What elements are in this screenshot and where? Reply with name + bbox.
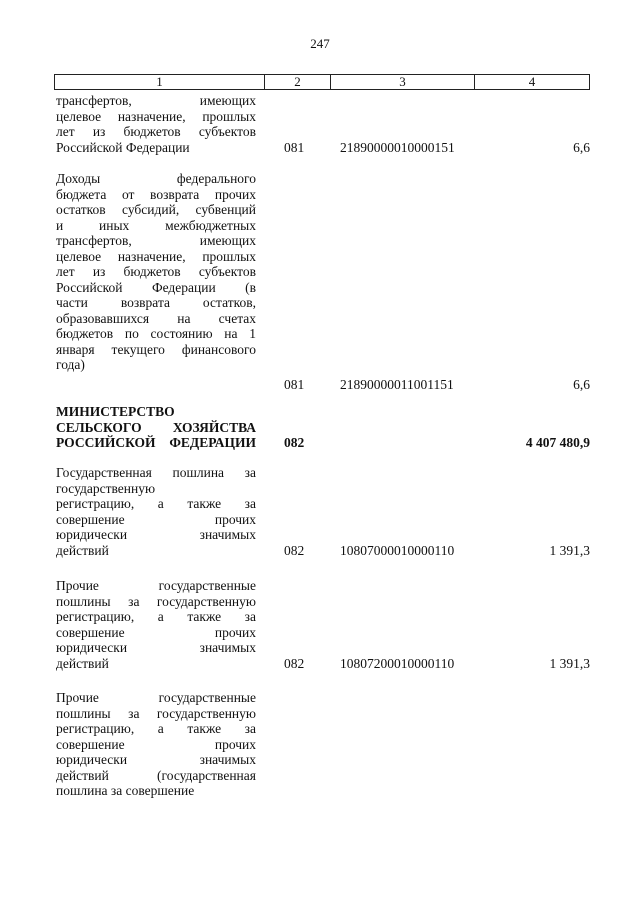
row-name [56,404,256,451]
header-col-2: 2 [265,75,331,89]
row-name [56,171,256,373]
name-line: января текущего финансового [56,341,256,357]
header-col-3: 3 [331,75,475,89]
name-line: совершение прочих [56,624,256,640]
name-line: пошлины за государственную [56,593,256,609]
name-line: Прочие государственные [56,690,256,705]
row-name [56,465,256,558]
name-line: действий (государственная [56,767,256,783]
row-code: 081 [284,377,305,392]
name-line: пошлины за государственную [56,705,256,721]
name-line: юридически значимых [56,527,256,542]
name-line: Доходы федерального [56,171,256,186]
row-kbk: 10807200010000110 [340,655,455,671]
name-line: остатков субсидий, субвенций [56,202,256,217]
row-code: 082 [284,435,305,450]
row-sum: 6,6 [573,139,590,155]
row-sum: 6,6 [573,377,590,392]
row-code: 082 [284,542,305,558]
row-sum: 1 391,3 [549,542,590,558]
name-line: трансфертов, имеющих [56,233,256,248]
name-line: регистрацию, а также за [56,721,256,736]
name-line: и иных межбюджетных [56,217,256,233]
name-line: совершение прочих [56,736,256,752]
header-col-4: 4 [528,74,536,89]
name-line: трансфертов, имеющих [56,93,256,108]
row-kbk: 21890000010000151 [340,139,455,155]
name-line: Российской Федерации (в [56,279,256,295]
name-line: лет из бюджетов субъектов [56,124,256,139]
name-line: МИНИСТЕРСТВО [56,404,175,419]
name-line: пошлина за совершение [56,783,195,798]
table-header [54,74,590,90]
row-name [56,690,256,799]
name-line: СЕЛЬСКОГО ХОЗЯЙСТВА [56,419,256,435]
name-line: лет из бюджетов субъектов [56,264,256,279]
name-line: бюджетов по состоянию на 1 [56,326,256,341]
row-code: 082 [284,655,305,671]
name-line: государственную [56,480,156,496]
name-line: регистрацию, а также за [56,609,256,624]
name-line: года) [56,357,85,372]
row-name [56,93,256,155]
name-line: целевое назначение, прошлых [56,108,256,124]
page-number: 247 [310,36,330,51]
row-kbk: 10807000010000110 [340,542,455,558]
row-sum: 1 391,3 [549,655,590,671]
name-line: целевое назначение, прошлых [56,248,256,264]
name-line: РОССИЙСКОЙ ФЕДЕРАЦИИ [56,435,256,450]
row-kbk: 21890000011001151 [340,377,454,392]
name-line: действий [56,542,109,558]
name-line: части возврата остатков, [56,295,256,310]
name-line: совершение прочих [56,511,256,527]
name-line: образовавшихся на счетах [56,310,256,326]
row-sum: 4 407 480,9 [525,435,590,450]
header-col-1: 1 [55,75,265,89]
name-line: юридически значимых [56,752,256,767]
name-line: Российской Федерации [56,139,190,155]
name-line: регистрацию, а также за [56,496,256,511]
name-line: бюджета от возврата прочих [56,186,256,202]
name-line: Прочие государственные [56,578,256,593]
name-line: действий [56,655,109,671]
row-name [56,578,256,671]
name-line: Государственная пошлина за [56,465,256,480]
name-line: юридически значимых [56,640,256,655]
row-code: 081 [284,139,305,155]
